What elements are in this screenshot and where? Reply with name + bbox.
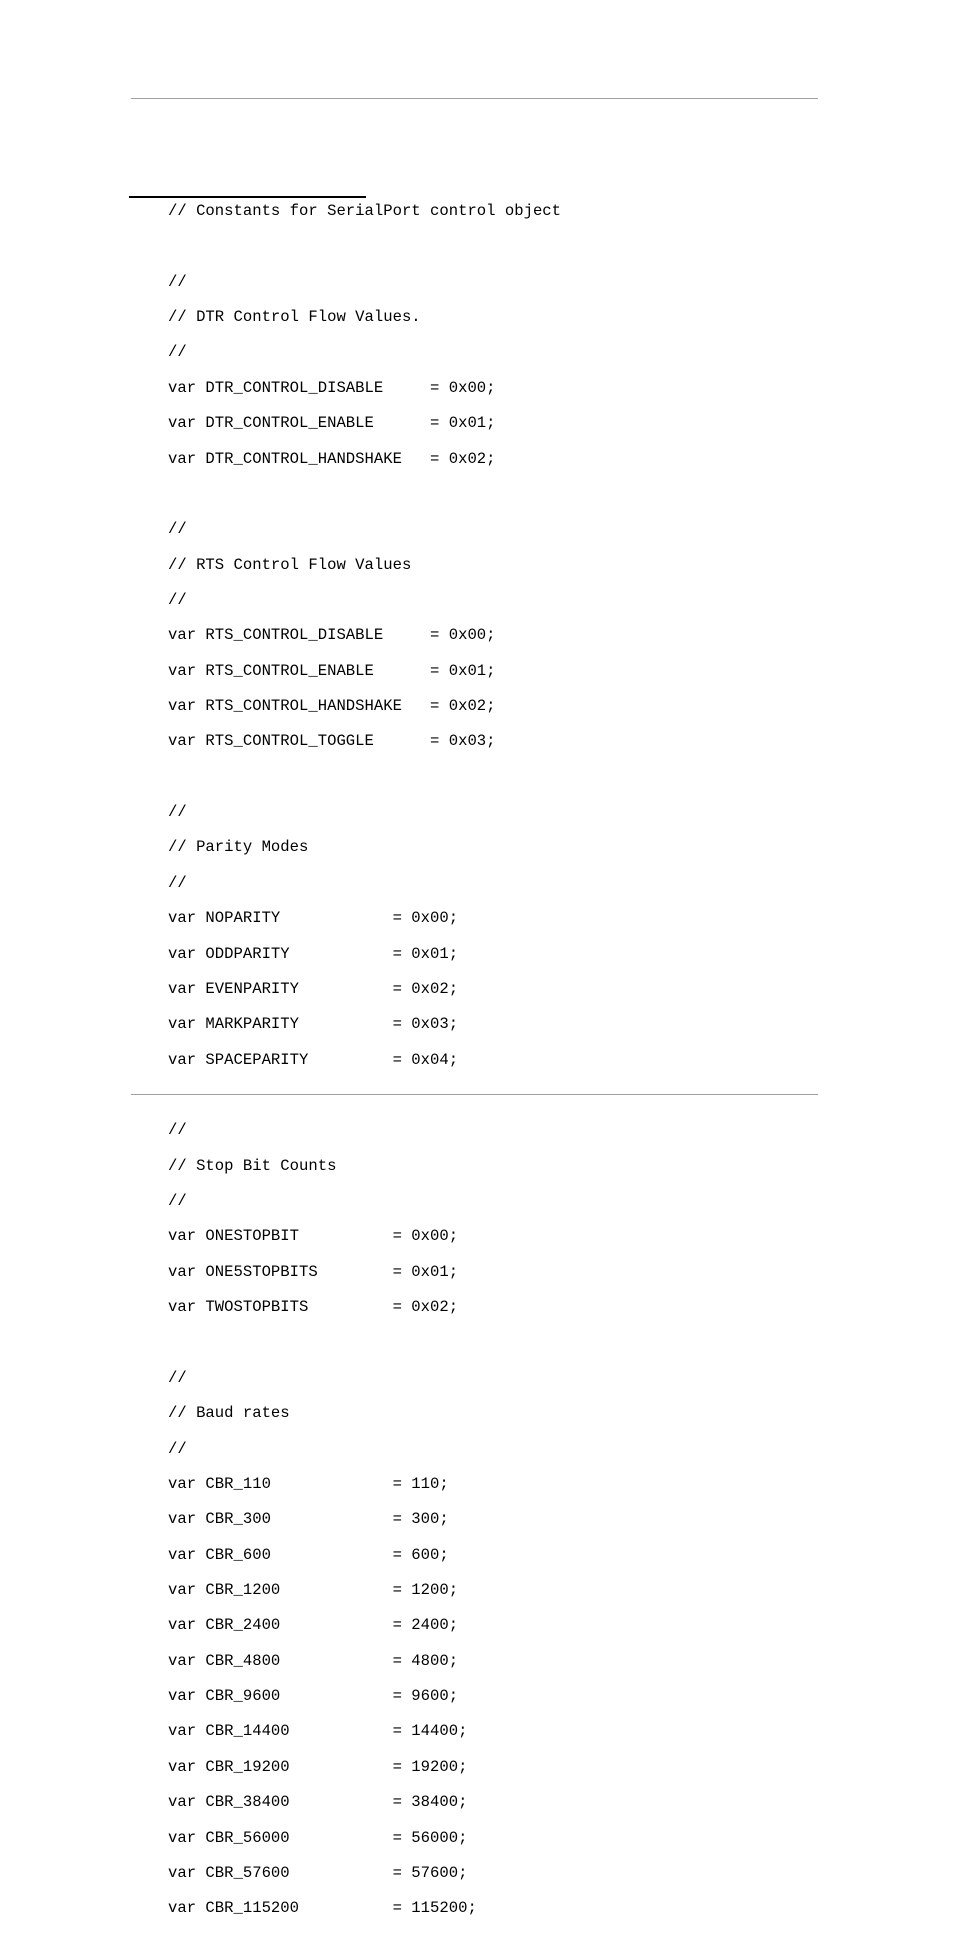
code-line: var ODDPARITY = 0x01; (168, 944, 459, 963)
code-line: var ONE5STOPBITS = 0x01; (168, 1262, 459, 1281)
code-line: var DTR_CONTROL_HANDSHAKE = 0x02; (168, 449, 496, 468)
code-line: // (168, 590, 187, 609)
code-line: // (168, 520, 187, 539)
code-line: var CBR_38400 = 38400; (168, 1793, 468, 1812)
code-line: var CBR_9600 = 9600; (168, 1687, 459, 1706)
code-line (168, 1087, 561, 1105)
code-line: // Parity Modes (168, 838, 309, 857)
code-line: var CBR_600 = 600; (168, 1545, 449, 1564)
header-rule (131, 98, 818, 99)
code-line: var RTS_CONTROL_DISABLE = 0x00; (168, 626, 496, 645)
code-line: // RTS Control Flow Values (168, 555, 412, 574)
section-rule (129, 196, 366, 198)
code-line (168, 238, 561, 256)
code-line: var CBR_110 = 110; (168, 1474, 449, 1493)
code-line (168, 486, 561, 504)
code-line: var CBR_14400 = 14400; (168, 1722, 468, 1741)
code-line: // DTR Control Flow Values. (168, 308, 421, 327)
code-line (168, 1335, 561, 1353)
code-line: // Stop Bit Counts (168, 1156, 337, 1175)
code-listing (168, 203, 561, 1936)
code-line: var ONESTOPBIT = 0x00; (168, 1227, 459, 1246)
code-line: var RTS_CONTROL_TOGGLE = 0x03; (168, 732, 496, 751)
code-line: var DTR_CONTROL_ENABLE = 0x01; (168, 414, 496, 433)
code-line: // (168, 1192, 187, 1211)
code-line: var MARKPARITY = 0x03; (168, 1015, 459, 1034)
code-line: // (168, 1121, 187, 1140)
code-line: var EVENPARITY = 0x02; (168, 979, 459, 998)
code-line: // Constants for SerialPort control object (168, 202, 562, 220)
code-line: var CBR_300 = 300; (168, 1510, 449, 1529)
code-line: var CBR_2400 = 2400; (168, 1616, 459, 1635)
code-line: // (168, 343, 187, 362)
code-line: // (168, 1368, 187, 1387)
code-line: // (168, 1439, 187, 1458)
code-line (168, 769, 561, 787)
footer-rule (131, 1094, 818, 1095)
code-line: var RTS_CONTROL_HANDSHAKE = 0x02; (168, 697, 496, 716)
code-line: // (168, 873, 187, 892)
code-line: var CBR_19200 = 19200; (168, 1757, 468, 1776)
code-line: var SPACEPARITY = 0x04; (168, 1050, 459, 1069)
code-line: var NOPARITY = 0x00; (168, 909, 459, 928)
code-line: // (168, 272, 187, 291)
code-line: var CBR_4800 = 4800; (168, 1651, 459, 1670)
code-line: // Baud rates (168, 1404, 290, 1423)
code-line: var TWOSTOPBITS = 0x02; (168, 1298, 459, 1317)
code-line: var RTS_CONTROL_ENABLE = 0x01; (168, 661, 496, 680)
code-line: var DTR_CONTROL_DISABLE = 0x00; (168, 378, 496, 397)
code-line: var CBR_57600 = 57600; (168, 1863, 468, 1882)
code-line: var CBR_1200 = 1200; (168, 1581, 459, 1600)
code-line: var CBR_56000 = 56000; (168, 1828, 468, 1847)
code-line: // (168, 803, 187, 822)
code-line: var CBR_115200 = 115200; (168, 1899, 477, 1918)
